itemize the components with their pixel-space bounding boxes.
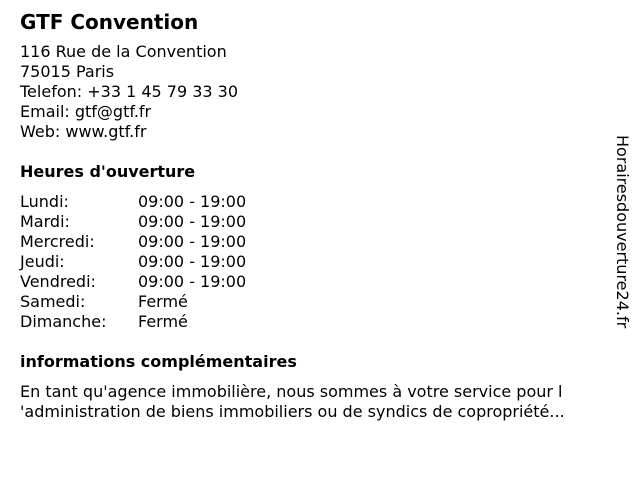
hours-row-tuesday — [20, 212, 610, 232]
time-value: Fermé — [138, 312, 188, 331]
info-line-1: En tant qu'agence immobilière, nous sommes à votre service pour l — [20, 382, 563, 401]
hours-row-wednesday — [20, 232, 610, 252]
watermark-text: Horairesdouverture24.fr — [613, 135, 632, 329]
day-label: Mercredi: — [20, 232, 95, 251]
day-label: Lundi: — [20, 192, 69, 211]
day-label: Dimanche: — [20, 312, 107, 331]
business-name: GTF Convention — [20, 10, 199, 34]
address-city: 75015 Paris — [20, 62, 115, 81]
hours-row-friday — [20, 272, 610, 292]
time-value: 09:00 - 19:00 — [138, 212, 247, 231]
time-value: 09:00 - 19:00 — [138, 252, 247, 271]
additional-info-heading: informations complémentaires — [20, 352, 297, 371]
business-info — [20, 10, 610, 422]
hours-row-saturday — [20, 292, 610, 312]
phone-number: Telefon: +33 1 45 79 33 30 — [20, 82, 239, 101]
time-value: 09:00 - 19:00 — [138, 232, 247, 251]
day-label: Jeudi: — [20, 252, 65, 271]
email-address: Email: gtf@gtf.fr — [20, 102, 152, 121]
hours-row-thursday — [20, 252, 610, 272]
opening-hours-list — [20, 192, 610, 332]
time-value: 09:00 - 19:00 — [138, 272, 247, 291]
time-value: Fermé — [138, 292, 188, 311]
additional-info-text — [20, 382, 620, 422]
opening-hours-heading: Heures d'ouverture — [20, 162, 196, 181]
day-label: Samedi: — [20, 292, 86, 311]
hours-row-monday — [20, 192, 610, 212]
info-line-2: 'administration de biens immobiliers ou de syndics de copropriété... — [20, 402, 565, 421]
hours-row-sunday — [20, 312, 610, 332]
address-street: 116 Rue de la Convention — [20, 42, 227, 61]
time-value: 09:00 - 19:00 — [138, 192, 247, 211]
website: Web: www.gtf.fr — [20, 122, 147, 141]
day-label: Vendredi: — [20, 272, 96, 291]
day-label: Mardi: — [20, 212, 70, 231]
